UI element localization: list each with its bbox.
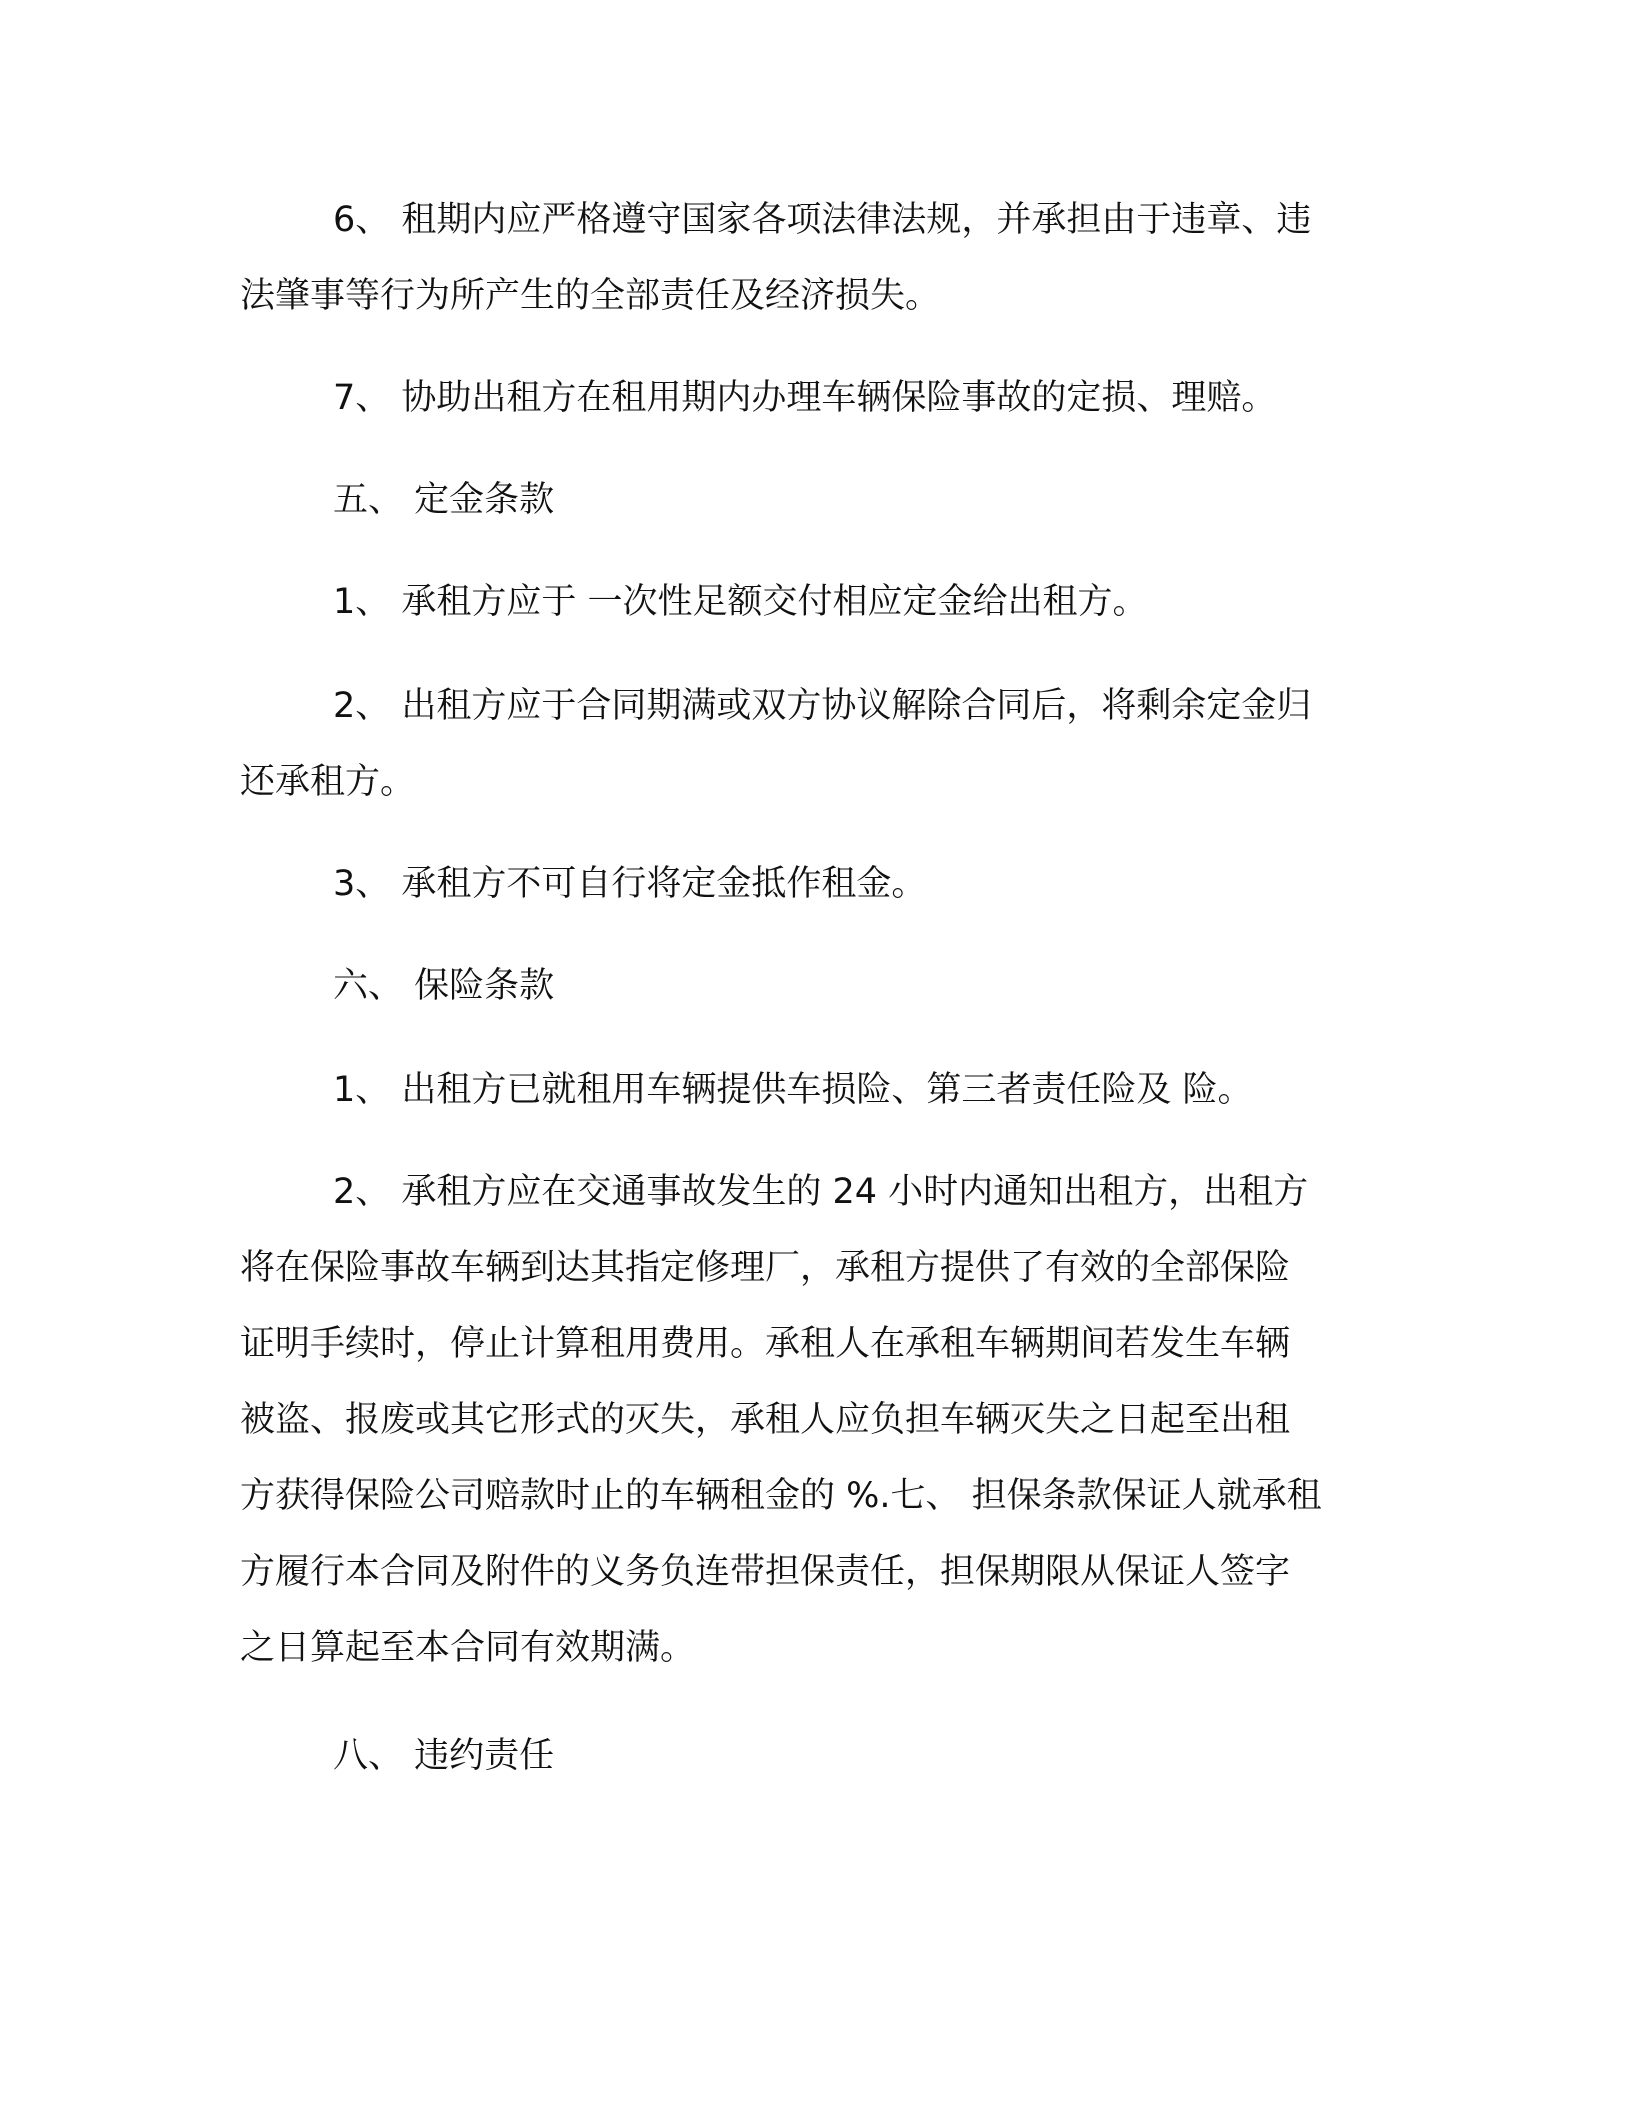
- text-line: 1、 承租方应于 一次性足额交付相应定金给出租方。: [333, 582, 1148, 622]
- text-line: 2、 出租方应于合同期满或双方协议解除合同后，将剩余定金归: [333, 686, 1312, 726]
- text-line: 被盗、报废或其它形式的灭失，承租人应负担车辆灭失之日起至出租: [240, 1400, 1291, 1440]
- text-line: 将在保险事故车辆到达其指定修理厂，承租方提供了有效的全部保险: [240, 1248, 1291, 1288]
- text-line: 2、 承租方应在交通事故发生的 24 小时内通知出租方，出租方: [333, 1172, 1309, 1212]
- heading-text: 八、 违约责任: [333, 1736, 555, 1776]
- text-line: 3、 承租方不可自行将定金抵作租金。: [333, 864, 927, 904]
- text-line: 方获得保险公司赔款时止的车辆租金的 %.七、 担保条款保证人就承租: [240, 1476, 1322, 1516]
- text-line: 7、 协助出租方在租用期内办理车辆保险事故的定损、理赔。: [333, 378, 1277, 418]
- text-line: 证明手续时，停止计算租用费用。承租人在承租车辆期间若发生车辆: [240, 1324, 1291, 1364]
- text-line: 6、 租期内应严格遵守国家各项法律法规，并承担由于违章、违: [333, 200, 1312, 240]
- heading-text: 六、 保险条款: [333, 966, 555, 1006]
- text-line: 1、 出租方已就租用车辆提供车损险、第三者责任险及 险。: [333, 1070, 1253, 1110]
- text-line: 方履行本合同及附件的义务负连带担保责任，担保期限从保证人签字: [240, 1552, 1291, 1592]
- heading-text: 五、 定金条款: [333, 480, 555, 520]
- text-line: 之日算起至本合同有效期满。: [240, 1628, 696, 1668]
- text-line: 还承租方。: [240, 762, 416, 802]
- text-line: 法肇事等行为所产生的全部责任及经济损失。: [240, 276, 941, 316]
